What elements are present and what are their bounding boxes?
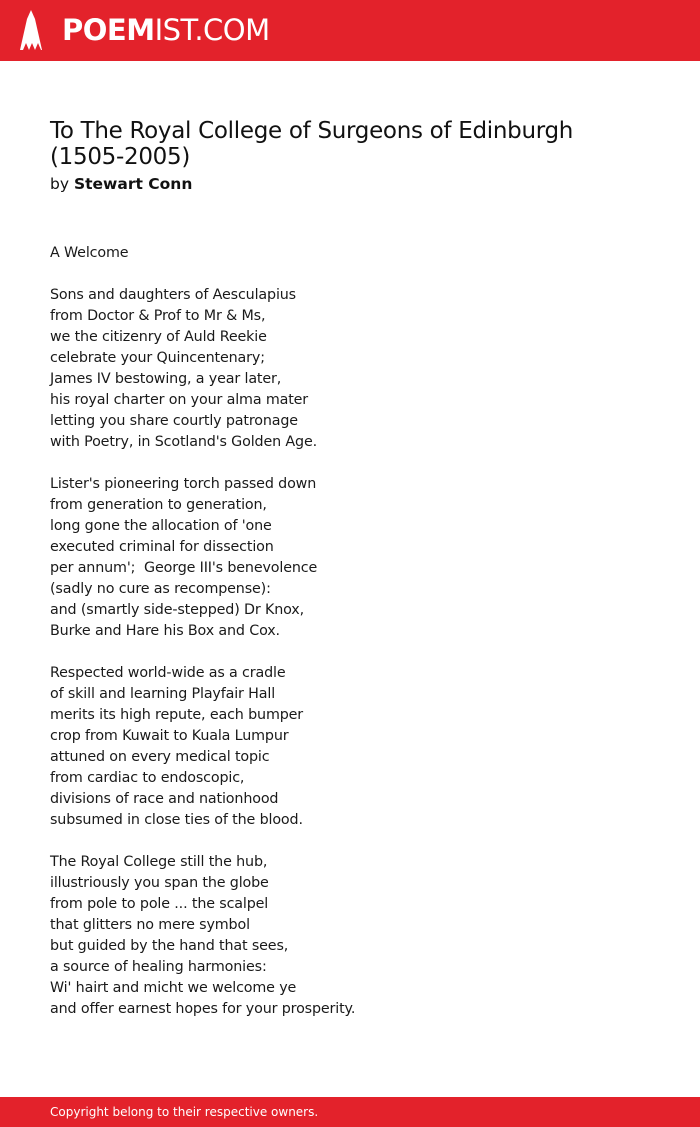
poem-body (50, 243, 650, 1020)
poem-line: Wi' hairt and micht we welcome ye (50, 980, 297, 996)
poem-line: Respected world-wide as a cradle (50, 665, 286, 681)
poem-line: that glitters no mere symbol (50, 917, 250, 933)
stanza-4 (50, 852, 650, 1020)
poem-line: we the citizenry of Auld Reekie (50, 329, 267, 345)
poem-line: a source of healing harmonies: (50, 959, 267, 975)
poem-line: from pole to pole ... the scalpel (50, 896, 269, 912)
poem-line: subsumed in close ties of the blood. (50, 812, 303, 828)
poem-line: illustriously you span the globe (50, 875, 269, 891)
poem-line: per annum'; George III's benevolence (50, 560, 318, 576)
copyright-text: Copyright belong to their respective owners. (50, 1105, 319, 1119)
stanza-gap (50, 831, 650, 852)
poem-line: of skill and learning Playfair Hall (50, 686, 276, 702)
poem-title (50, 118, 650, 170)
poem-title-line1: To The Royal College of Surgeons of Edinburgh (50, 118, 574, 144)
stanza-2 (50, 474, 650, 642)
logo-bold-text: POEM (62, 13, 155, 47)
pencil-logo-icon[interactable] (18, 10, 44, 52)
site-logo[interactable] (62, 12, 270, 48)
logo-light-text: IST.COM (154, 13, 270, 47)
poem-subtitle: A Welcome (50, 245, 129, 261)
poem-line: with Poetry, in Scotland's Golden Age. (50, 434, 317, 450)
poem-line: (sadly no cure as recompense): (50, 581, 271, 597)
poem-line: The Royal College still the hub, (50, 854, 268, 870)
poem-line: Sons and daughters of Aesculapius (50, 287, 296, 303)
author-name: Stewart Conn (73, 175, 193, 193)
stanza-gap (50, 642, 650, 663)
site-footer (0, 1097, 700, 1127)
poem-line: but guided by the hand that sees, (50, 938, 289, 954)
poem-line: Lister's pioneering torch passed down (50, 476, 317, 492)
stanza-3 (50, 663, 650, 831)
poem-line: letting you share courtly patronage (50, 413, 298, 429)
poem-title-line2: (1505-2005) (50, 144, 191, 170)
poem-line: merits its high repute, each bumper (50, 707, 304, 723)
poem-line: and (smartly side-stepped) Dr Knox, (50, 602, 304, 618)
poem-line: from generation to generation, (50, 497, 267, 513)
poem-line: Burke and Hare his Box and Cox. (50, 623, 280, 639)
poem-line: James IV bestowing, a year later, (50, 371, 282, 387)
poem-line: crop from Kuwait to Kuala Lumpur (50, 728, 289, 744)
poem-line: executed criminal for dissection (50, 539, 274, 555)
poem-line: and offer earnest hopes for your prosperity. (50, 1001, 356, 1017)
poem-line: his royal charter on your alma mater (50, 392, 309, 408)
poem-line: celebrate your Quincentenary; (50, 350, 265, 366)
by-label: by (50, 175, 70, 193)
stanza-gap (50, 264, 650, 285)
poem-line: long gone the allocation of 'one (50, 518, 272, 534)
stanza-gap (50, 453, 650, 474)
poem-line: divisions of race and nationhood (50, 791, 279, 807)
poem-line: from cardiac to endoscopic, (50, 770, 245, 786)
byline (50, 173, 192, 195)
site-header (0, 0, 700, 61)
poem-line: attuned on every medical topic (50, 749, 270, 765)
stanza-1 (50, 285, 650, 453)
poem-line: from Doctor & Prof to Mr & Ms, (50, 308, 266, 324)
